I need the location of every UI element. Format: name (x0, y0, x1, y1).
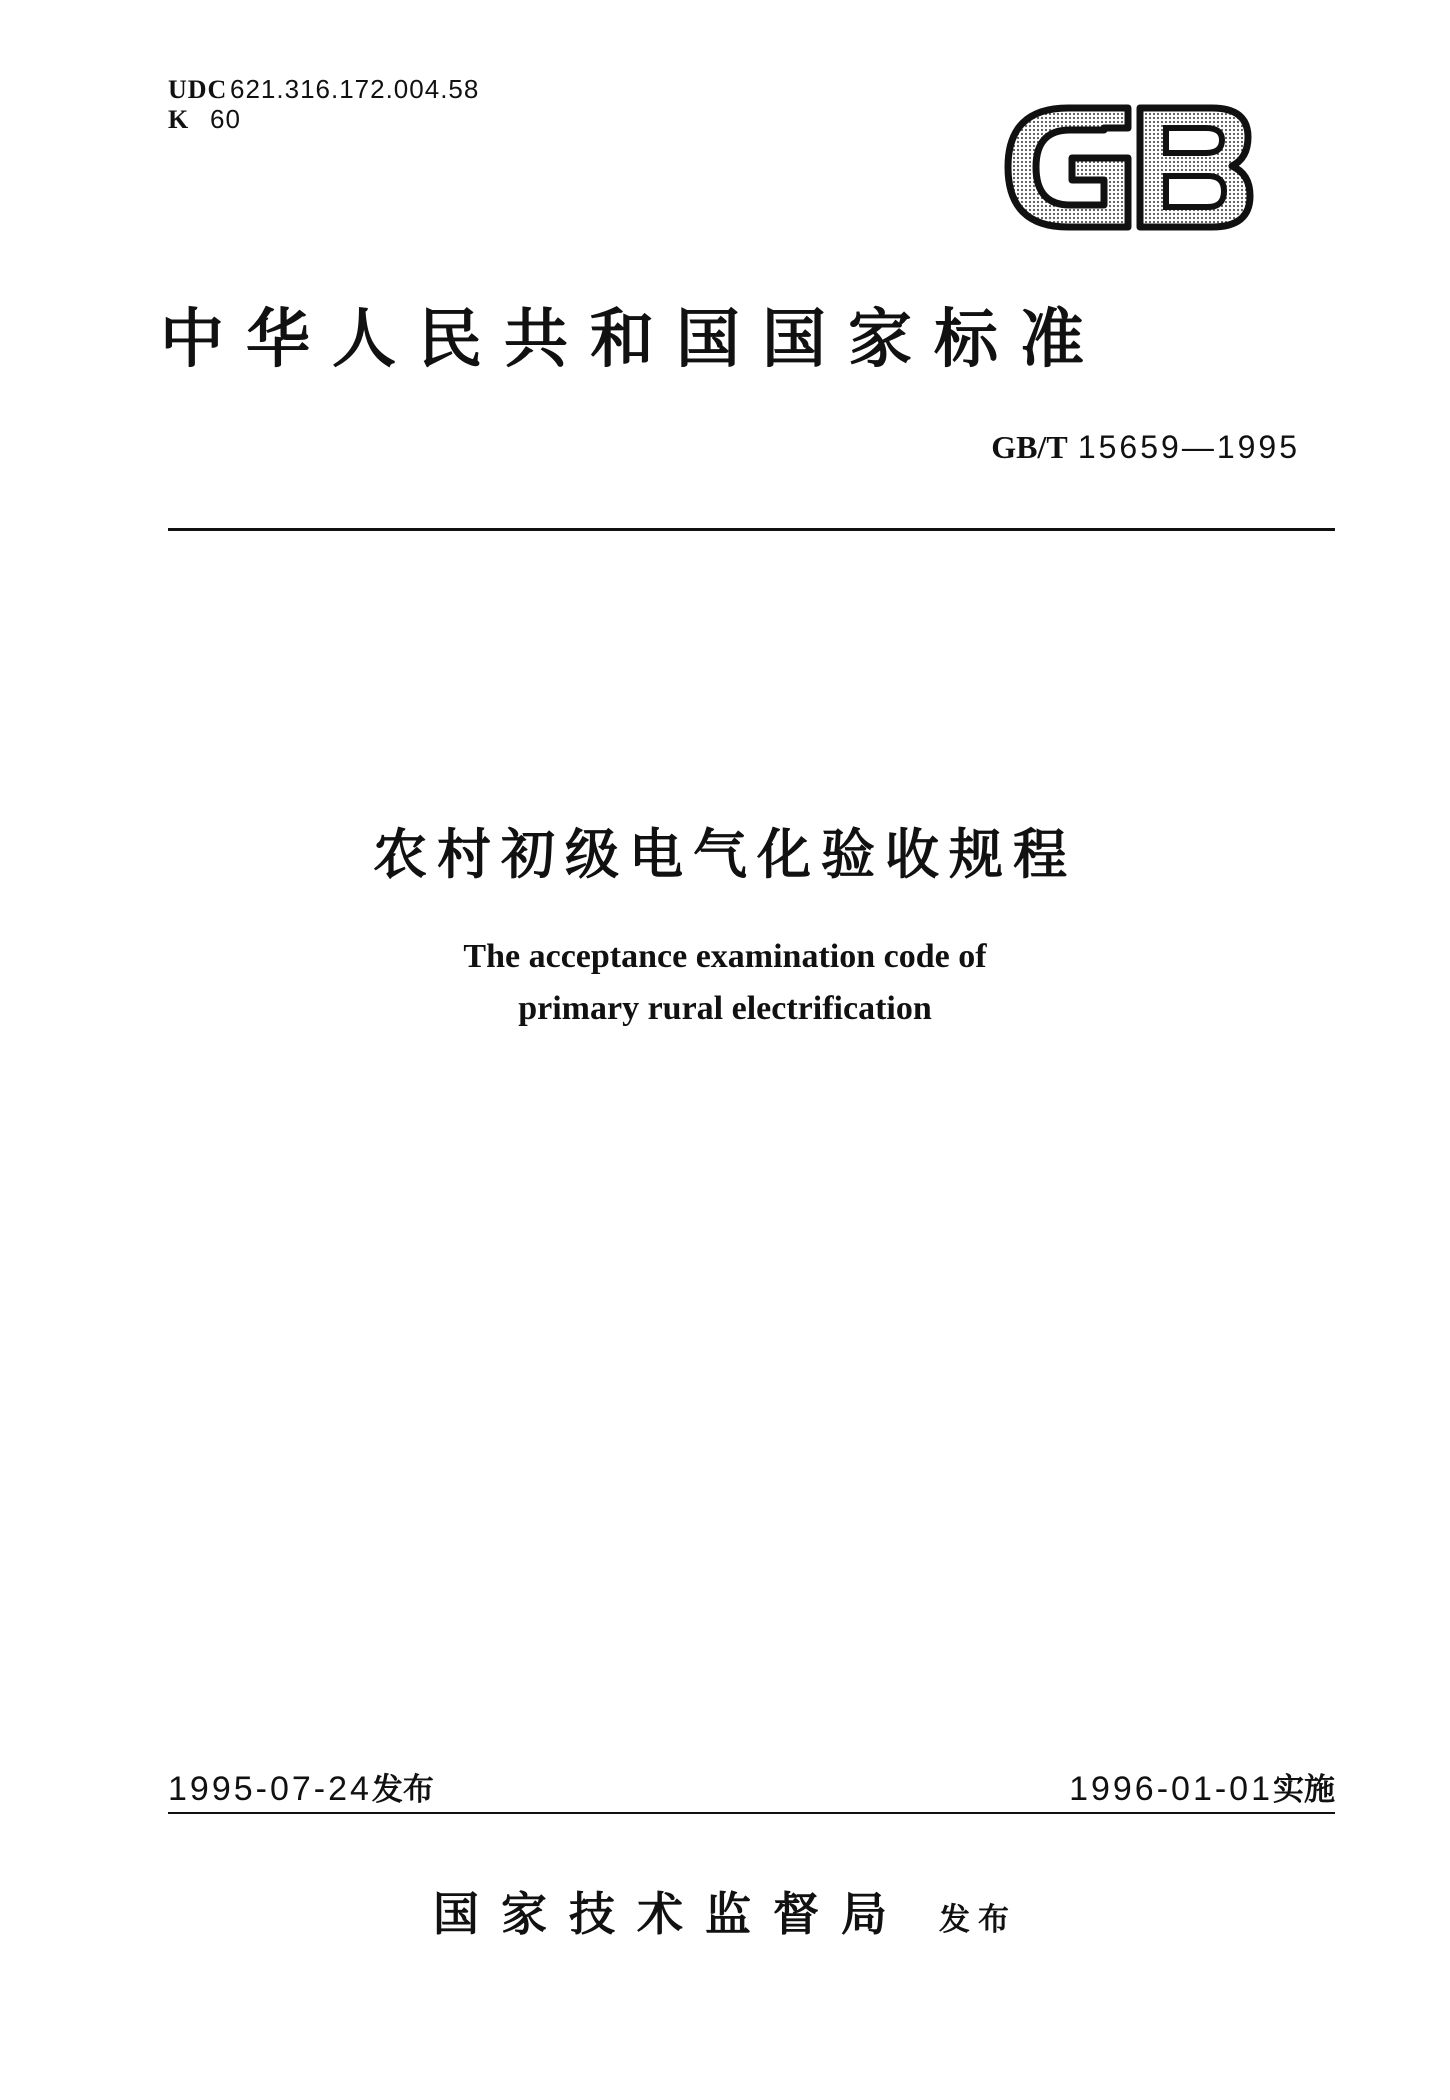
issue-date-block (168, 1764, 434, 1809)
k-label: K (168, 105, 190, 134)
footer-divider (168, 1812, 1335, 1814)
header-divider (168, 528, 1335, 531)
publisher-block (0, 1878, 1450, 1944)
national-standard-heading: 中华人民共和国国家标准 (160, 302, 1106, 377)
issue-label: 发布 (371, 1772, 434, 1808)
document-title-english-line2: primary rural electrification (518, 990, 932, 1027)
effective-label: 实施 (1273, 1772, 1335, 1808)
gb-logo (1000, 100, 1255, 235)
udc-classification (168, 74, 479, 105)
k-classification (168, 104, 241, 135)
document-title-chinese: 农村初级电气化验收规程 (373, 823, 1077, 886)
k-value: 60 (210, 104, 241, 134)
effective-date: 1996-01-01 (1069, 1770, 1273, 1808)
issue-date: 1995-07-24 (168, 1770, 372, 1808)
document-title-english-line1: The acceptance examination code of (463, 938, 987, 975)
publisher-action: 发布 (939, 1902, 1017, 1938)
standard-prefix: GB/T (991, 429, 1068, 465)
udc-label: UDC (168, 75, 228, 104)
effective-date-block (1069, 1764, 1335, 1809)
standard-number (991, 428, 1300, 466)
publisher-name: 国家技术监督局 (433, 1887, 909, 1941)
gb-logo-icon (1000, 100, 1255, 235)
standard-code: 15659—1995 (1077, 429, 1300, 465)
udc-value: 621.316.172.004.58 (230, 74, 480, 104)
